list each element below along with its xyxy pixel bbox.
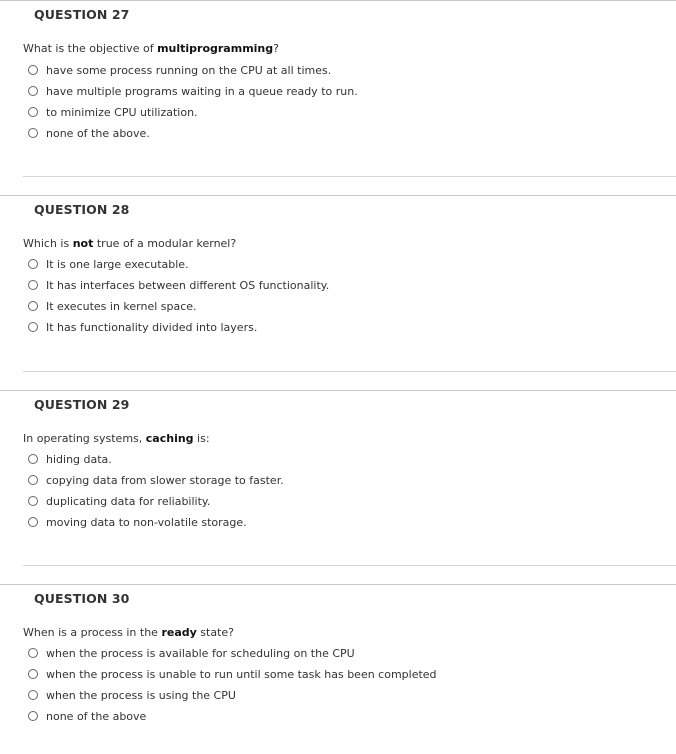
question-title: QUESTION 28 (34, 202, 130, 217)
prompt-text: When is a process in the (23, 626, 162, 639)
answer-option-label: It is one large executable. (46, 257, 189, 271)
radio-button[interactable] (28, 690, 38, 700)
prompt-bold-text: multiprogramming (157, 42, 274, 55)
answer-option-label: duplicating data for reliability. (46, 494, 211, 508)
answer-option[interactable] (28, 708, 146, 724)
prompt-bold-text: ready (161, 626, 197, 639)
answer-option-label: It has functionality divided into layers. (46, 320, 258, 334)
question-header (0, 390, 676, 421)
radio-button[interactable] (28, 669, 38, 679)
answer-option[interactable] (28, 687, 236, 703)
answer-option-label: when the process is available for scheduling on the CPU (46, 646, 355, 660)
prompt-text: What is the objective of (23, 42, 158, 55)
radio-button[interactable] (28, 301, 38, 311)
answer-option-label: when the process is unable to run until some task has been completed (46, 667, 437, 681)
answer-option[interactable] (28, 104, 198, 120)
answer-option-label: to minimize CPU utilization. (46, 105, 198, 119)
answer-option-label: It executes in kernel space. (46, 299, 197, 313)
radio-button[interactable] (28, 259, 38, 269)
answer-option[interactable] (28, 645, 355, 661)
radio-button[interactable] (28, 648, 38, 658)
prompt-bold-text: not (72, 237, 94, 250)
answer-option-label: copying data from slower storage to faster. (46, 473, 284, 487)
answer-option[interactable] (28, 666, 437, 682)
question-prompt (23, 432, 210, 445)
divider (23, 176, 676, 177)
question-prompt (23, 237, 236, 250)
prompt-text: true of a modular kernel? (93, 237, 237, 250)
answer-option-label: It has interfaces between different OS functionality. (46, 278, 330, 292)
question-prompt (23, 42, 279, 55)
radio-button[interactable] (28, 128, 38, 138)
answer-option[interactable] (28, 493, 210, 509)
radio-button[interactable] (28, 475, 38, 485)
radio-button[interactable] (28, 496, 38, 506)
question-title: QUESTION 27 (34, 7, 130, 22)
question-header (0, 0, 676, 31)
answer-option[interactable] (28, 256, 189, 272)
question-header (0, 195, 676, 226)
radio-button[interactable] (28, 454, 38, 464)
radio-button[interactable] (28, 322, 38, 332)
question-title: QUESTION 30 (34, 591, 130, 606)
answer-option[interactable] (28, 125, 150, 141)
radio-button[interactable] (28, 86, 38, 96)
answer-option-label: none of the above. (46, 126, 150, 140)
radio-button[interactable] (28, 280, 38, 290)
answer-option[interactable] (28, 62, 331, 78)
answer-option-label: hiding data. (46, 452, 112, 466)
answer-option-label: moving data to non-volatile storage. (46, 515, 247, 529)
answer-option[interactable] (28, 83, 358, 99)
radio-button[interactable] (28, 65, 38, 75)
radio-button[interactable] (28, 107, 38, 117)
answer-option-label: none of the above (46, 709, 147, 723)
divider (23, 565, 676, 566)
prompt-text: In operating systems, (23, 432, 146, 445)
answer-option[interactable] (28, 472, 284, 488)
divider (23, 371, 676, 372)
prompt-text: is: (193, 432, 210, 445)
answer-option[interactable] (28, 277, 329, 293)
radio-button[interactable] (28, 517, 38, 527)
answer-option-label: when the process is using the CPU (46, 688, 236, 702)
answer-option-label: have some process running on the CPU at all times. (46, 63, 332, 77)
answer-option[interactable] (28, 514, 247, 530)
prompt-bold-text: caching (145, 432, 194, 445)
radio-button[interactable] (28, 711, 38, 721)
answer-option[interactable] (28, 319, 257, 335)
question-header (0, 584, 676, 615)
question-title: QUESTION 29 (34, 397, 130, 412)
question-prompt (23, 626, 234, 639)
answer-option[interactable] (28, 298, 197, 314)
prompt-text: ? (273, 42, 279, 55)
answer-option[interactable] (28, 451, 112, 467)
prompt-text: state? (196, 626, 235, 639)
answer-option-label: have multiple programs waiting in a queue ready to run. (46, 84, 358, 98)
prompt-text: Which is (23, 237, 73, 250)
